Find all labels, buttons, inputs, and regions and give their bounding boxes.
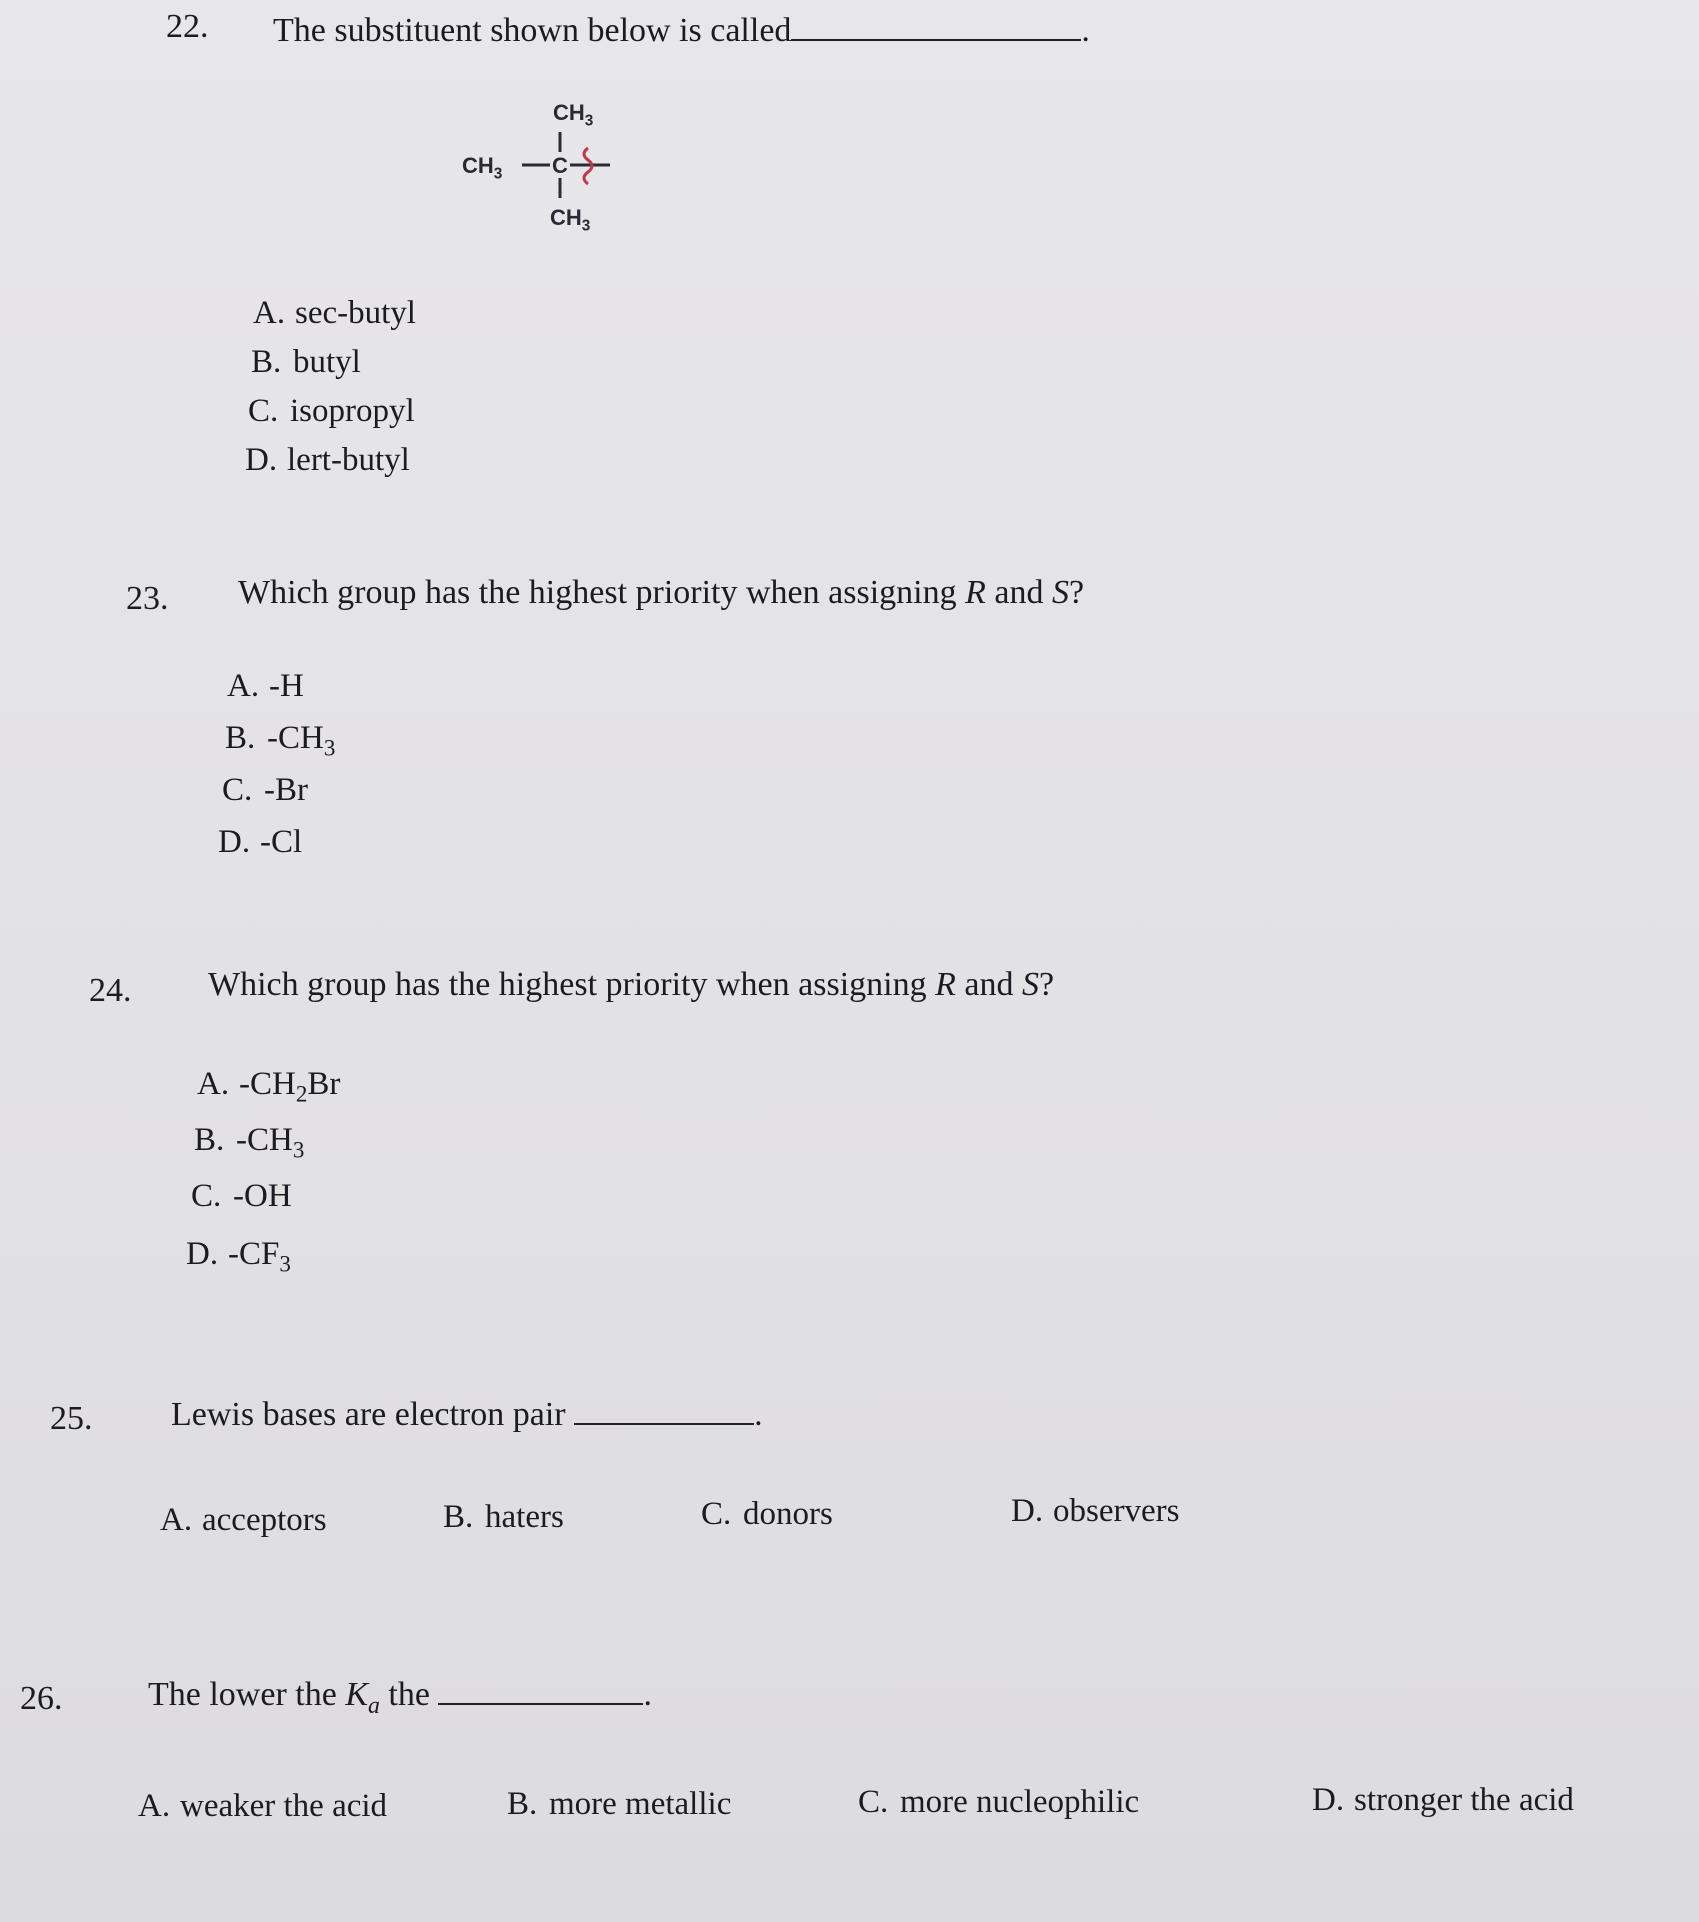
option-25-a[interactable]: A. acceptors <box>160 1502 327 1538</box>
option-26-a[interactable]: A. weaker the acid <box>138 1788 388 1824</box>
struct-central-carbon: C <box>552 153 568 178</box>
option-22-d[interactable]: D. lert-butyl <box>245 442 410 478</box>
struct-bonds <box>510 110 620 220</box>
option-26-d[interactable]: D. stronger the acid <box>1312 1782 1574 1818</box>
answer-blank <box>438 1699 643 1705</box>
question-number: 26. <box>20 1680 63 1717</box>
option-25-c[interactable]: C. donors <box>701 1496 833 1532</box>
option-25-b[interactable]: B. haters <box>443 1499 564 1535</box>
question-text: Lewis bases are electron pair . <box>171 1396 763 1433</box>
option-23-d[interactable]: D. -Cl <box>218 824 303 860</box>
question-text: The lower the $K_a$ the . <box>148 1676 652 1719</box>
option-23-a[interactable]: A. -H <box>227 668 304 704</box>
question-number: 23. <box>126 580 169 617</box>
question-text: The substituent shown below is called . <box>273 12 1090 49</box>
question-number: 24. <box>89 972 132 1009</box>
question-number: 25. <box>50 1400 93 1437</box>
struct-bottom-methyl: $CH_3$ <box>550 205 591 235</box>
option-23-b[interactable]: B. $-CH_3$ <box>225 720 336 761</box>
answer-blank <box>791 35 1081 41</box>
option-26-b[interactable]: B. more metallic <box>507 1786 732 1822</box>
option-22-a[interactable]: A. sec-butyl <box>253 295 416 331</box>
option-24-d[interactable]: D. $-CF_3$ <box>186 1236 291 1277</box>
option-24-c[interactable]: C. -OH <box>191 1178 292 1214</box>
option-22-b[interactable]: B. butyl <box>251 344 361 380</box>
struct-top-methyl: $CH_3$ <box>553 100 594 130</box>
answer-blank <box>574 1419 754 1425</box>
option-25-d[interactable]: D. observers <box>1011 1493 1180 1529</box>
struct-left-methyl: $CH_3$ <box>462 153 503 183</box>
option-23-c[interactable]: C. -Br <box>222 772 308 808</box>
option-24-a[interactable]: A. $-CH_2Br$ <box>197 1066 341 1107</box>
question-text: Which group has the highest priority when assigning R and S? <box>208 966 1055 1003</box>
question-text: Which group has the highest priority when assigning R and S? <box>238 574 1085 611</box>
option-24-b[interactable]: B. $-CH_3$ <box>194 1122 305 1163</box>
question-number: 22. <box>166 8 209 45</box>
option-22-c[interactable]: C. isopropyl <box>248 393 415 429</box>
option-26-c[interactable]: C. more nucleophilic <box>858 1784 1140 1820</box>
